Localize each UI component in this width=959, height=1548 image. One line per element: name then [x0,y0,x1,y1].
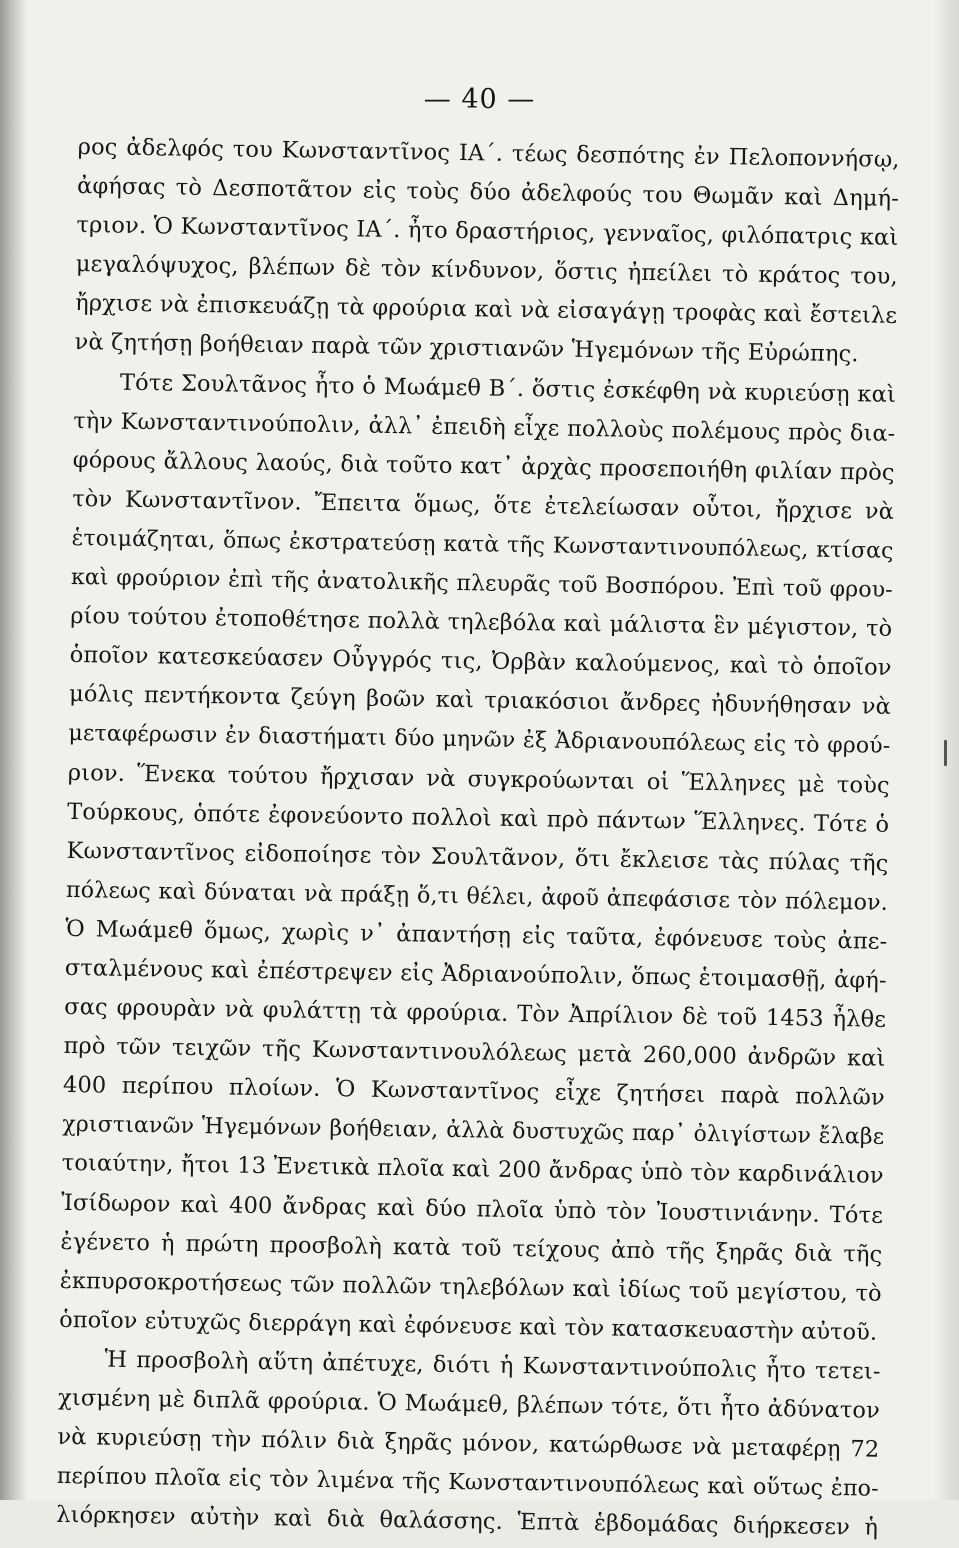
text-line: τὴν Κωνσταντινούπολιν, ἀλλ᾽ ἐπειδὴ εἶχε πολλοὺς πολέμους πρὸς δια- [73,407,896,447]
text-line: μόλις πεντήκοντα ζεύγη βοῶν καὶ τριακόσιοι ἄνδρες ἠδυνήθησαν νὰ [68,681,892,721]
text-line: τοιαύτην, ἤτοι 13 Ἐνετικὰ πλοῖα καὶ 200 ἄνδρας ὑπὸ τὸν καρδινάλιον [61,1150,884,1190]
text-line: ὁποῖον κατεσκεύασεν Οὖγγρός τις, Ὀρβὰν καλούμενος, καὶ τὸ ὁποῖον [69,642,892,682]
text-line: ρος ἀδελφός του Κωνσταντῖνος ΙΑ΄. τέως δεσπότης ἐν Πελοποννήσῳ, [77,133,900,173]
text-line: πρὸ τῶν τειχῶν τῆς Κωνσταντινουλόλεως μετὰ 260,000 ἀνδρῶν καὶ [63,1033,886,1072]
text-line: νὰ κυριεύσῃ τὴν πόλιν διὰ ξηρᾶς μόνον, κατώρθωσε νὰ μεταφέρῃ 72 [57,1423,880,1463]
text-line: Ἰσίδωρον καὶ 400 ἄνδρας καὶ δύο πλοῖα ὑπὸ τὸν Ἰουστινιάνην. Τότε [60,1189,884,1229]
text-line: τριον. Ὁ Κωνσταντῖνος ΙΑ΄. ἦτο δραστήριος, γενναῖος, φιλόπατρις καὶ [76,212,899,252]
text-line: χισμένη μὲ διπλᾶ φρούρια. Ὁ Μωάμεθ, βλέπων τότε, ὅτι ἦτο ἀδύνατον [57,1384,881,1424]
text-line: ριον. Ἕνεκα τούτου ἤρχισαν νὰ συγκρούωνται οἱ Ἕλληνες μὲ τοὺς [67,759,890,799]
text-line: Τούρκους, ὁπότε ἐφονεύοντο πολλοὶ καὶ πρὸ πάντων Ἕλληνες. Τότε ὁ [67,798,890,838]
text-line: πόλεως καὶ δύναται νὰ πράξῃ ὅ,τι θέλει, ἀφοῦ ἀπεφάσισε τὸν πόλεμον. [65,876,889,916]
text-line: Τότε Σουλτᾶνος ἦτο ὁ Μωάμεθ Β΄. ὅστις ἐσκέφθη νὰ κυριεύσῃ καὶ [119,369,897,408]
text-line: Ἡ προσβολὴ αὕτη ἀπέτυχε, διότι ἡ Κωνσταντινούπολις ἦτο τετει- [104,1346,881,1385]
text-line: καὶ φρούριον ἐπὶ τῆς ἀνατολικῆς πλευρᾶς τοῦ Βοσπόρου. Ἐπὶ τοῦ φρου- [70,564,894,603]
text-line: Ὁ Μωάμεθ ὅμως, χωρὶς ν᾽ ἀπαντήσῃ εἰς ταῦτα, ἐφόνευσε τοὺς ἀπε- [65,915,888,955]
text-line: νὰ ζητήσῃ βοήθειαν παρὰ τῶν χριστιανῶν Ἡγεμόνων τῆς Εὐρώπης. [74,329,859,368]
text-line: ρίου τούτου ἐτοποθέτησε πολλὰ τηλεβόλα καὶ μάλιστα ἓν μέγιστον, τὸ [70,603,893,642]
margin-mark [944,740,947,766]
text-line: λιόρκησεν αὐτὴν καὶ διὰ θαλάσσης. Ἑπτὰ ἑβδομάδας διήρκεσεν ἡ [56,1502,879,1542]
text-line: ὁποῖον εὐτυχῶς διερράγη καὶ ἐφόνευσε καὶ τὸν κατασκευαστὴν αὐτοῦ. [59,1306,878,1346]
text-line: ἀφήσας τὸ Δεσποτᾶτον εἰς τοὺς δύο ἀδελφούς του Θωμᾶν καὶ Δημή- [76,173,900,212]
text-line: σας φρουρὰν νὰ φυλάττῃ τὰ φρούρια. Τὸν Ἀπρίλιον δὲ τοῦ 1453 ἦλθε [63,993,887,1033]
page-number: — 40 — [423,84,536,115]
text-line: τὸν Κωνσταντῖνον. Ἔπειτα ὅμως, ὅτε ἐτελείωσαν οὗτοι, ἤρχισε νὰ [71,485,895,525]
text-line: σταλμένους καὶ ἐπέστρεψεν εἰς Ἀδριανούπολιν, ὅπως ἑτοιμασθῇ, ἀφή- [64,954,887,994]
text-line: μεταφέρωσιν ἐν διαστήματι δύο μηνῶν ἐξ Ἀδριανουπόλεως εἰς τὸ φρού- [68,721,891,760]
text-line: μεγαλόψυχος, βλέπων δὲ τὸν κίνδυνον, ὅστις ἠπείλει τὸ κράτος του, [75,251,898,291]
text-line: ἐκπυρσοκροτήσεως τῶν πολλῶν τηλεβόλων καὶ ἰδίως τοῦ μεγίστου, τὸ [59,1267,882,1307]
body-text [56,128,900,1548]
text-line: φόρους ἄλλους λαούς, διὰ τοῦτο κατ᾽ ἀρχὰς προσεποιήθη φιλίαν πρὸς [72,446,895,486]
text-line: ἤρχισε νὰ ἐπισκευάζῃ τὰ φρούρια καὶ νὰ εἰσαγάγῃ τροφὰς καὶ ἔστειλε [75,290,898,330]
binding-gutter-shadow [0,0,28,1500]
text-line: ἐγένετο ἡ πρώτη προσβολὴ κατὰ τοῦ τείχους ἀπὸ τῆς ξηρᾶς διὰ τῆς [60,1228,883,1268]
text-line: 400 περίπου πλοίων. Ὁ Κωνσταντῖνος εἶχε ζητήσει παρὰ πολλῶν [62,1072,886,1112]
text-line: ἑτοιμάζηται, ὅπως ἐκστρατεύσῃ κατὰ τῆς Κωνσταντινουπόλεως, κτίσας [71,525,894,564]
text-line: περίπου πλοῖα εἰς τὸν λιμένα τῆς Κωνσταντινουπόλεως καὶ οὕτως ἐπο- [56,1463,879,1502]
text-line: χριστιανῶν Ἡγεμόνων βοήθειαν, ἀλλὰ δυστυχῶς παρ᾽ ὀλιγίστων ἔλαβε [62,1112,885,1151]
text-line: Κωνσταντῖνος εἰδοποίησε τὸν Σουλτᾶνον, ὅτι ἔκλεισε τὰς πύλας τῆς [66,837,889,877]
